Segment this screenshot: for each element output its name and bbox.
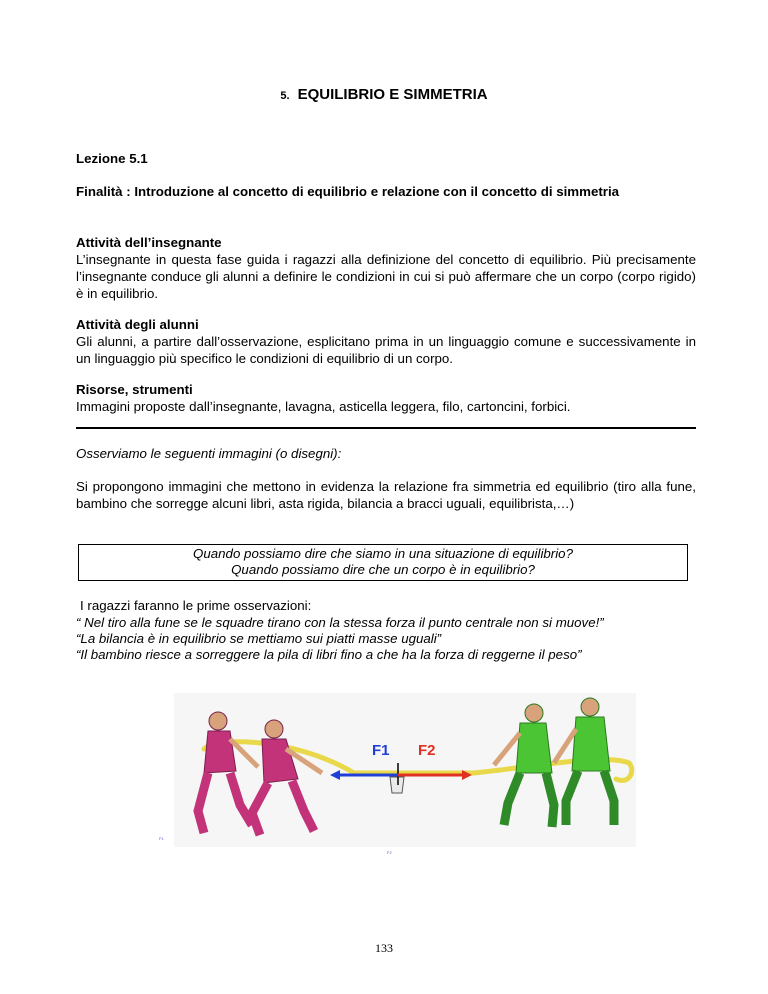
quote-2: “La bilancia è in equilibrio se mettiamo sui piatti masse uguali” xyxy=(76,631,442,646)
question-1: Quando possiamo dire che siamo in una situazione di equilibrio? xyxy=(193,546,573,561)
page-number: 133 xyxy=(375,941,393,955)
page-title xyxy=(0,86,768,103)
tiny-label-f2: F2 xyxy=(387,850,392,855)
force-label-f1: F1 xyxy=(372,742,390,759)
force-label-f2: F2 xyxy=(418,742,436,759)
students-heading: Attività degli alunni xyxy=(76,317,199,332)
section-title: EQUILIBRIO E SIMMETRIA xyxy=(297,86,488,103)
section-number: 5. xyxy=(280,90,290,102)
tiny-label-f1: F1 xyxy=(159,836,164,841)
teacher-text: L’insegnante in questa fase guida i ragazzi alla definizione del concetto di equilibrio. Più precisamente l’insegnante conduce gli alunni a definire le condizioni in cui si può affermare che un corpo (corpo rigido) è in equilibrio. xyxy=(76,252,696,301)
tug-of-war-figure xyxy=(174,693,636,847)
purpose-text: Finalità : Introduzione al concetto di equilibrio e relazione con il concetto di simmetria xyxy=(76,184,620,199)
lesson-label: Lezione 5.1 xyxy=(76,151,148,166)
divider xyxy=(76,427,696,429)
teacher-heading: Attività dell’insegnante xyxy=(76,235,222,250)
resources-heading: Risorse, strumenti xyxy=(76,382,193,397)
observe-text: Osserviamo le seguenti immagini (o disegni): xyxy=(76,446,342,461)
quote-1: “ Nel tiro alla fune se le squadre tirano con la stessa forza il punto centrale non si muove!” xyxy=(76,615,604,630)
question-2: Quando possiamo dire che un corpo è in equilibrio? xyxy=(231,562,535,577)
propose-text: Si propongono immagini che mettono in evidenza la relazione fra simmetria ed equilibrio (tiro alla fune, bambino che sorregge alcuni libri, asta rigida, bilancia a bracci uguali, equilibrista,…) xyxy=(76,479,696,511)
resources-text: Immagini proposte dall’insegnante, lavagna, asticella leggera, filo, cartoncini, forbici. xyxy=(76,399,571,414)
observations-intro: I ragazzi faranno le prime osservazioni: xyxy=(80,598,312,613)
quote-3: “Il bambino riesce a sorreggere la pila di libri fino a che ha la forza di reggerne il peso” xyxy=(76,647,582,662)
question-box xyxy=(78,544,688,581)
students-text: Gli alunni, a partire dall’osservazione, esplicitano prima in un linguaggio comune e successivamente in un linguaggio più specifico le condizioni di equilibrio di un corpo. xyxy=(76,334,696,366)
rope-knot xyxy=(390,777,404,793)
